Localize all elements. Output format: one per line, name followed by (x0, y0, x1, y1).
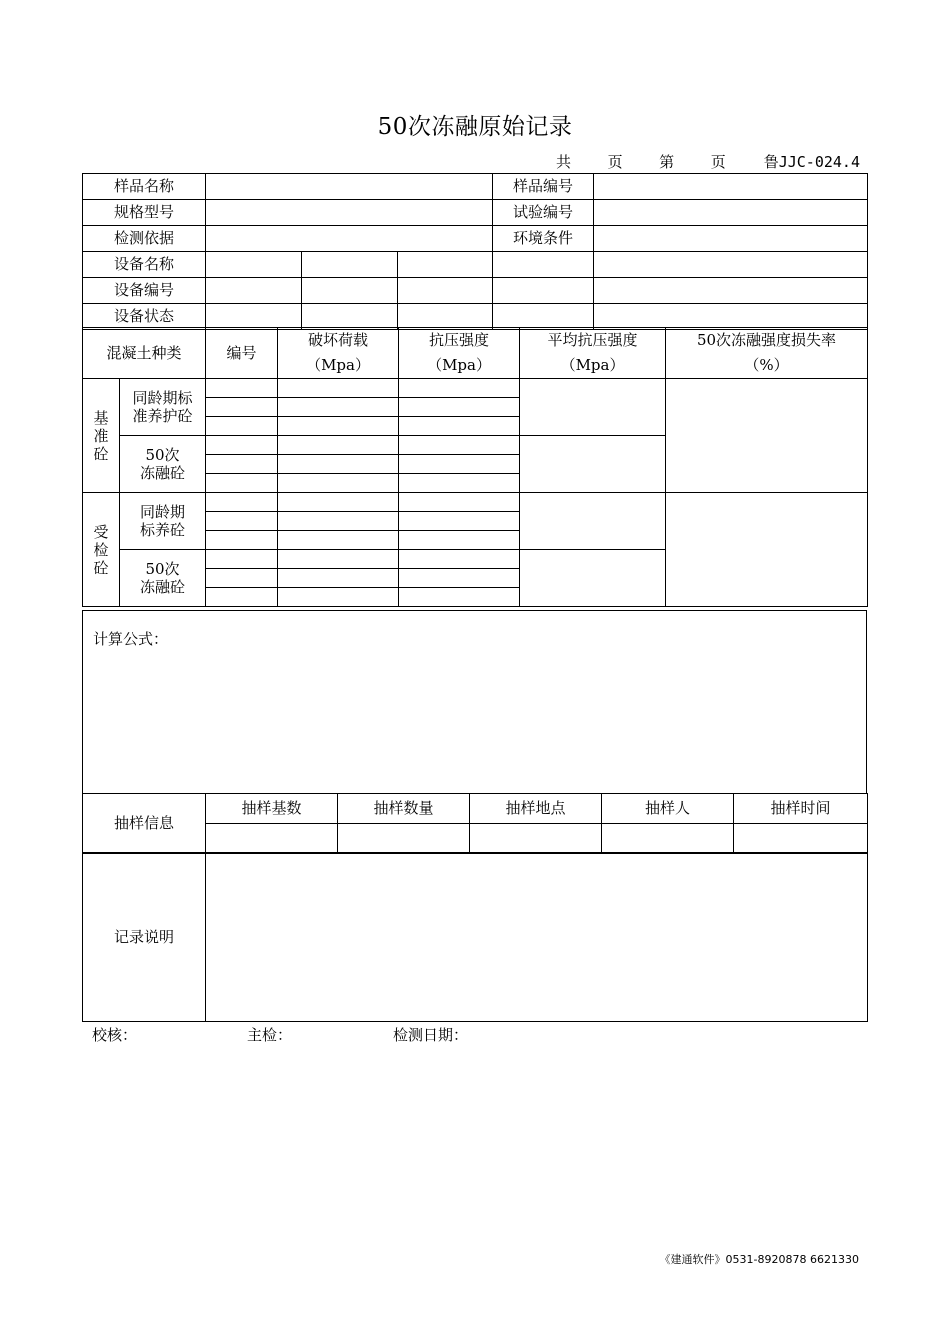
avg-strength-cell[interactable] (520, 379, 666, 436)
equip-no-field[interactable] (206, 278, 302, 304)
reference-freeze-thaw-label (120, 436, 206, 493)
number-cell[interactable] (206, 398, 278, 417)
reference-standard-curing-label (120, 379, 206, 436)
sampling-quantity-field[interactable] (338, 824, 470, 854)
concrete-type-header: 混凝土种类 (83, 328, 206, 379)
page-title: 50次冻融原始记录 (377, 114, 573, 140)
group-char: 砼 (93, 444, 109, 463)
comp-strength-cell[interactable] (399, 588, 520, 607)
sampler-field[interactable] (602, 824, 734, 854)
env-condition-field[interactable] (594, 226, 868, 252)
comp-strength-cell[interactable] (399, 569, 520, 588)
tested-freeze-thaw-label (120, 550, 206, 607)
break-load-cell[interactable] (278, 379, 399, 398)
break-load-unit: （Mpa） (306, 356, 370, 374)
number-cell[interactable] (206, 436, 278, 455)
loss-rate-header (666, 328, 868, 379)
number-cell[interactable] (206, 455, 278, 474)
test-basis-label: 检测依据 (83, 226, 206, 252)
sampling-time-field[interactable] (734, 824, 868, 854)
equip-name-field[interactable] (206, 252, 302, 278)
loss-rate-cell[interactable] (666, 493, 868, 607)
page-current-label: 第 (659, 153, 676, 171)
group-char: 受 (93, 522, 109, 541)
env-condition-label: 环境条件 (493, 226, 594, 252)
sampling-base-field[interactable] (206, 824, 338, 854)
sub-label-line: 准养护砼 (132, 407, 193, 425)
equip-status-field[interactable] (493, 304, 594, 330)
basic-info-table (82, 173, 868, 330)
equip-name-field[interactable] (493, 252, 594, 278)
equip-status-field[interactable] (594, 304, 868, 330)
group-char: 检 (93, 540, 109, 559)
review-label: 校核： (92, 1026, 138, 1044)
number-cell[interactable] (206, 531, 278, 550)
break-load-cell[interactable] (278, 569, 399, 588)
comp-strength-cell[interactable] (399, 455, 520, 474)
test-no-field[interactable] (594, 200, 868, 226)
comp-strength-cell[interactable] (399, 512, 520, 531)
break-load-cell[interactable] (278, 531, 399, 550)
comp-strength-cell[interactable] (399, 493, 520, 512)
sub-label-line: 标养砼 (140, 521, 186, 539)
comp-strength-cell[interactable] (399, 436, 520, 455)
sampling-location-header: 抽样地点 (470, 794, 602, 824)
page-unit-label: 页 (710, 153, 727, 171)
number-cell[interactable] (206, 550, 278, 569)
number-cell[interactable] (206, 474, 278, 493)
equip-name-field[interactable] (594, 252, 868, 278)
equip-no-label: 设备编号 (83, 278, 206, 304)
record-note-table (82, 852, 868, 1022)
number-cell[interactable] (206, 512, 278, 531)
avg-strength-title: 平均抗压强度 (547, 331, 638, 349)
break-load-cell[interactable] (278, 417, 399, 436)
comp-strength-cell[interactable] (399, 417, 520, 436)
record-note-label: 记录说明 (83, 853, 206, 1022)
number-header: 编号 (206, 328, 278, 379)
equip-name-field[interactable] (302, 252, 398, 278)
equip-name-field[interactable] (398, 252, 493, 278)
sampling-label: 抽样信息 (83, 794, 206, 854)
sub-label-line: 50次 (145, 446, 180, 464)
sub-label-line: 同龄期标 (132, 389, 193, 407)
sub-label-line: 50次 (145, 560, 180, 578)
break-load-cell[interactable] (278, 474, 399, 493)
sampling-base-header: 抽样基数 (206, 794, 338, 824)
sample-name-field[interactable] (206, 174, 493, 200)
sub-label-line: 冻融砼 (140, 578, 186, 596)
break-load-cell[interactable] (278, 398, 399, 417)
comp-strength-unit: （Mpa） (427, 356, 491, 374)
reference-group-label (83, 379, 120, 493)
equip-no-field[interactable] (594, 278, 868, 304)
sample-name-label: 样品名称 (83, 174, 206, 200)
test-date-label: 检测日期： (393, 1026, 469, 1044)
number-cell[interactable] (206, 379, 278, 398)
sampling-table (82, 793, 868, 854)
avg-strength-header (520, 328, 666, 379)
comp-strength-title: 抗压强度 (429, 331, 490, 349)
form-code: 鲁JJC-024.4 (763, 153, 860, 171)
chief-inspector-label: 主检： (247, 1026, 293, 1044)
comp-strength-cell[interactable] (399, 379, 520, 398)
sampling-location-field[interactable] (470, 824, 602, 854)
equip-status-field[interactable] (398, 304, 493, 330)
test-basis-field[interactable] (206, 226, 493, 252)
spec-model-label: 规格型号 (83, 200, 206, 226)
sampling-time-header: 抽样时间 (734, 794, 868, 824)
equip-status-field[interactable] (206, 304, 302, 330)
sample-no-field[interactable] (594, 174, 868, 200)
comp-strength-cell[interactable] (399, 531, 520, 550)
equip-no-field[interactable] (398, 278, 493, 304)
comp-strength-cell[interactable] (399, 474, 520, 493)
test-no-label: 试验编号 (493, 200, 594, 226)
page-info (556, 151, 727, 172)
page-unit-label: 页 (607, 153, 624, 171)
comp-strength-header (399, 328, 520, 379)
tested-standard-curing-label (120, 493, 206, 550)
tested-group-label (83, 493, 120, 607)
group-char: 准 (93, 426, 109, 445)
avg-strength-cell[interactable] (520, 550, 666, 607)
equip-status-label: 设备状态 (83, 304, 206, 330)
loss-rate-cell[interactable] (666, 379, 868, 493)
break-load-cell[interactable] (278, 436, 399, 455)
formula-box[interactable] (82, 610, 867, 794)
group-char: 砼 (93, 558, 109, 577)
sampler-header: 抽样人 (602, 794, 734, 824)
equip-status-field[interactable] (302, 304, 398, 330)
break-load-title: 破坏荷载 (308, 331, 369, 349)
break-load-cell[interactable] (278, 588, 399, 607)
formula-label: 计算公式： (93, 630, 169, 648)
avg-strength-cell[interactable] (520, 436, 666, 493)
loss-rate-title: 50次冻融强度损失率 (696, 331, 837, 349)
break-load-cell[interactable] (278, 550, 399, 569)
spec-model-field[interactable] (206, 200, 493, 226)
group-char: 基 (93, 408, 109, 427)
sub-label-line: 同龄期 (140, 503, 186, 521)
results-table (82, 327, 868, 607)
break-load-cell[interactable] (278, 493, 399, 512)
avg-strength-cell[interactable] (520, 493, 666, 550)
number-cell[interactable] (206, 569, 278, 588)
avg-strength-unit: （Mpa） (560, 356, 625, 374)
equip-name-label: 设备名称 (83, 252, 206, 278)
record-note-field[interactable] (206, 853, 868, 1022)
sample-no-label: 样品编号 (493, 174, 594, 200)
break-load-header (278, 328, 399, 379)
number-cell[interactable] (206, 417, 278, 436)
comp-strength-cell[interactable] (399, 550, 520, 569)
equip-no-field[interactable] (302, 278, 398, 304)
number-cell[interactable] (206, 493, 278, 512)
software-credit: 《建通软件》0531-8920878 6621330 (659, 1253, 859, 1266)
number-cell[interactable] (206, 588, 278, 607)
sampling-quantity-header: 抽样数量 (338, 794, 470, 824)
sub-label-line: 冻融砼 (140, 464, 186, 482)
break-load-cell[interactable] (278, 512, 399, 531)
page-total-label: 共 (556, 153, 573, 171)
break-load-cell[interactable] (278, 455, 399, 474)
equip-no-field[interactable] (493, 278, 594, 304)
loss-rate-unit: （%） (744, 356, 789, 374)
comp-strength-cell[interactable] (399, 398, 520, 417)
